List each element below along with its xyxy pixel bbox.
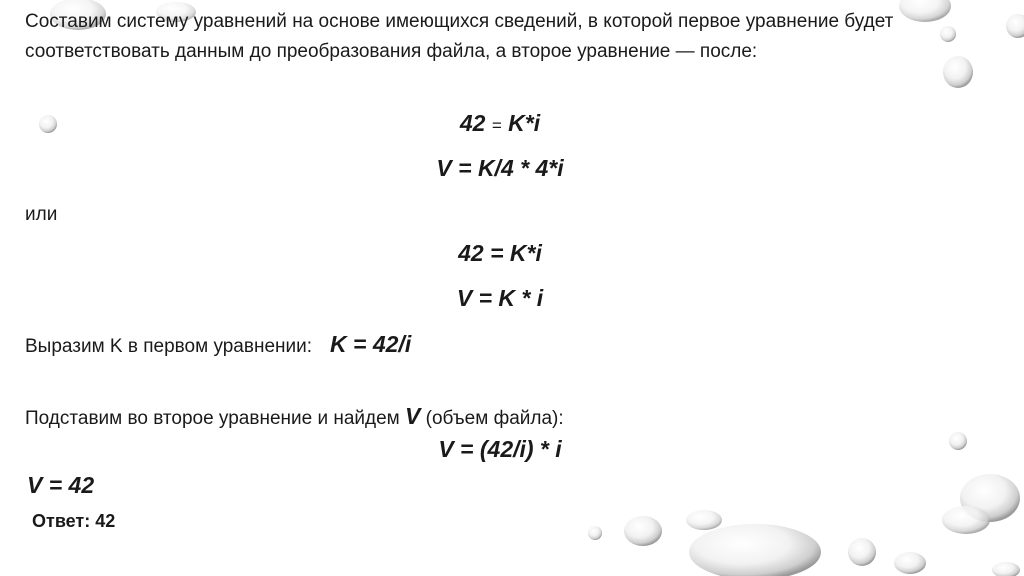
substitute-variable: V [405, 403, 421, 429]
intro-text: Составим систему уравнений на основе имеющихся сведений, в которой первое уравнение будет соответствовать данным до преобразования файла, а второе уравнение — после: [25, 11, 894, 62]
substitute-before: Подставим во второе уравнение и найдем [25, 408, 400, 429]
system1-eq1-sign: = [491, 116, 502, 135]
or-text: или [25, 204, 58, 225]
substitute-after: (объем файла): [425, 408, 564, 429]
system2-equation1: 42 = K*i [458, 240, 542, 266]
substitute-line [25, 401, 564, 434]
system1-eq1-right: K*i [508, 110, 541, 136]
answer-text: Ответ: 42 [32, 511, 116, 531]
result-equation: V = 42 [27, 472, 95, 498]
express-equation: K = 42/i [330, 331, 412, 357]
system1-eq1-left: 42 [459, 110, 486, 136]
system1-equation2: V = K/4 * 4*i [436, 155, 564, 181]
express-label: Выразим K в первом уравнении: [25, 336, 313, 357]
express-line [25, 329, 411, 362]
system2-equation2: V = K * i [456, 285, 544, 311]
system1-equation1 [300, 110, 700, 137]
substitute-equation: V = (42/i) * i [438, 436, 562, 462]
